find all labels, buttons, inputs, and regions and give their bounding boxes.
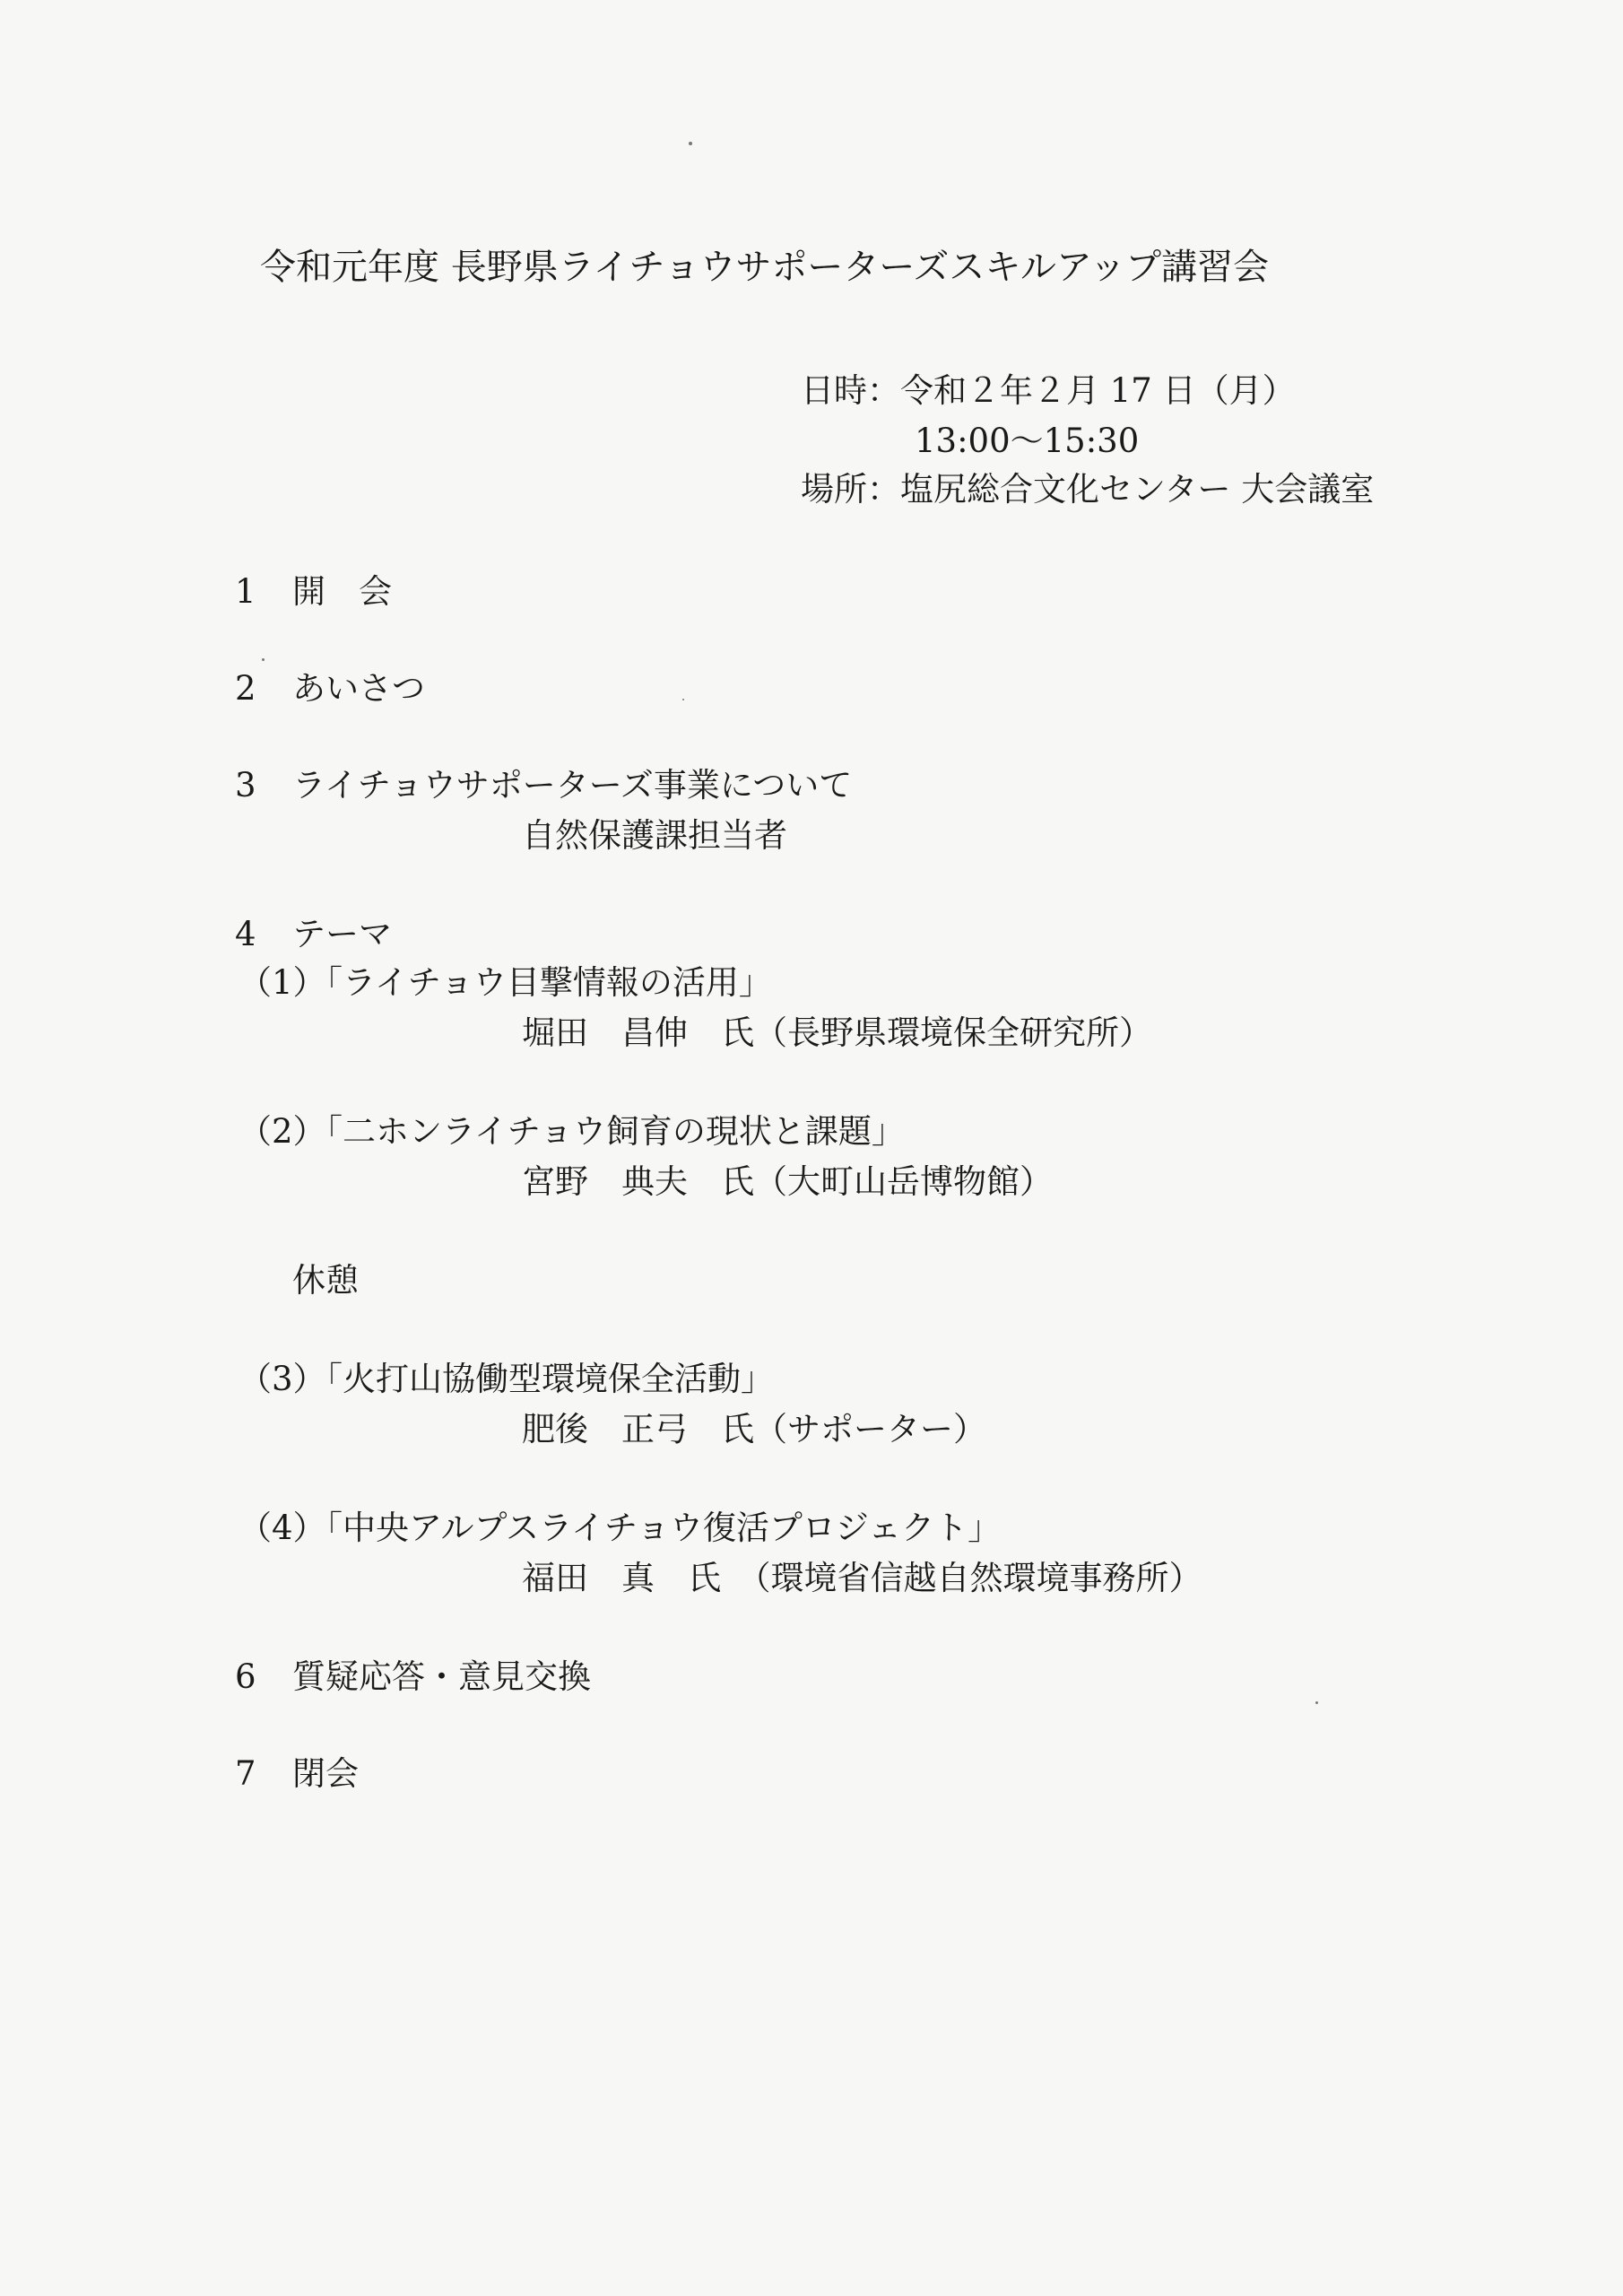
item-label: テーマ bbox=[292, 915, 392, 953]
presenter: 自然保護課担当者 bbox=[522, 816, 787, 855]
theme-title: （2）「二ホンライチョウ飼育の現状と課題」 bbox=[239, 1112, 905, 1151]
theme-title: （3）「火打山協働型環境保全活動」 bbox=[239, 1360, 775, 1398]
break-label: 休憩 bbox=[292, 1261, 359, 1300]
item-number: 4 bbox=[235, 915, 256, 953]
scan-speck bbox=[689, 142, 692, 145]
presenter: 福田 真 氏 （環境省信越自然環境事務所） bbox=[522, 1559, 1202, 1597]
theme-title: （4）「中央アルプスライチョウ復活プロジェクト」 bbox=[239, 1509, 1002, 1547]
presenter: 宮野 典夫 氏（大町山岳博物館） bbox=[522, 1162, 1053, 1201]
item-number: 2 bbox=[235, 669, 256, 708]
scan-speck bbox=[1315, 1701, 1318, 1704]
presenter: 堀田 昌伸 氏（長野県環境保全研究所） bbox=[522, 1013, 1152, 1052]
item-number: 3 bbox=[235, 766, 256, 804]
scan-speck bbox=[682, 699, 684, 700]
theme-title: （1）「ライチョウ目撃情報の活用」 bbox=[239, 963, 772, 1002]
item-number: 7 bbox=[235, 1754, 256, 1793]
document-title: 令和元年度 長野県ライチョウサポーターズスキルアップ講習会 bbox=[260, 247, 1270, 288]
item-label: ライチョウサポーターズ事業について bbox=[292, 766, 853, 804]
item-label: あいさつ bbox=[292, 669, 425, 708]
item-label: 開 会 bbox=[292, 572, 392, 611]
place-line: 場所：塩尻総合文化センター 大会議室 bbox=[801, 470, 1375, 509]
item-number: 6 bbox=[235, 1657, 256, 1696]
item-label: 質疑応答・意見交換 bbox=[292, 1657, 591, 1696]
presenter: 肥後 正弓 氏（サポーター） bbox=[522, 1410, 986, 1448]
time-line: 13:00～15:30 bbox=[915, 422, 1140, 460]
item-number: 1 bbox=[235, 572, 256, 611]
date-line: 日時：令和２年２月 17 日（月） bbox=[801, 371, 1296, 410]
scan-speck bbox=[262, 658, 265, 661]
item-label: 閉会 bbox=[292, 1754, 359, 1793]
